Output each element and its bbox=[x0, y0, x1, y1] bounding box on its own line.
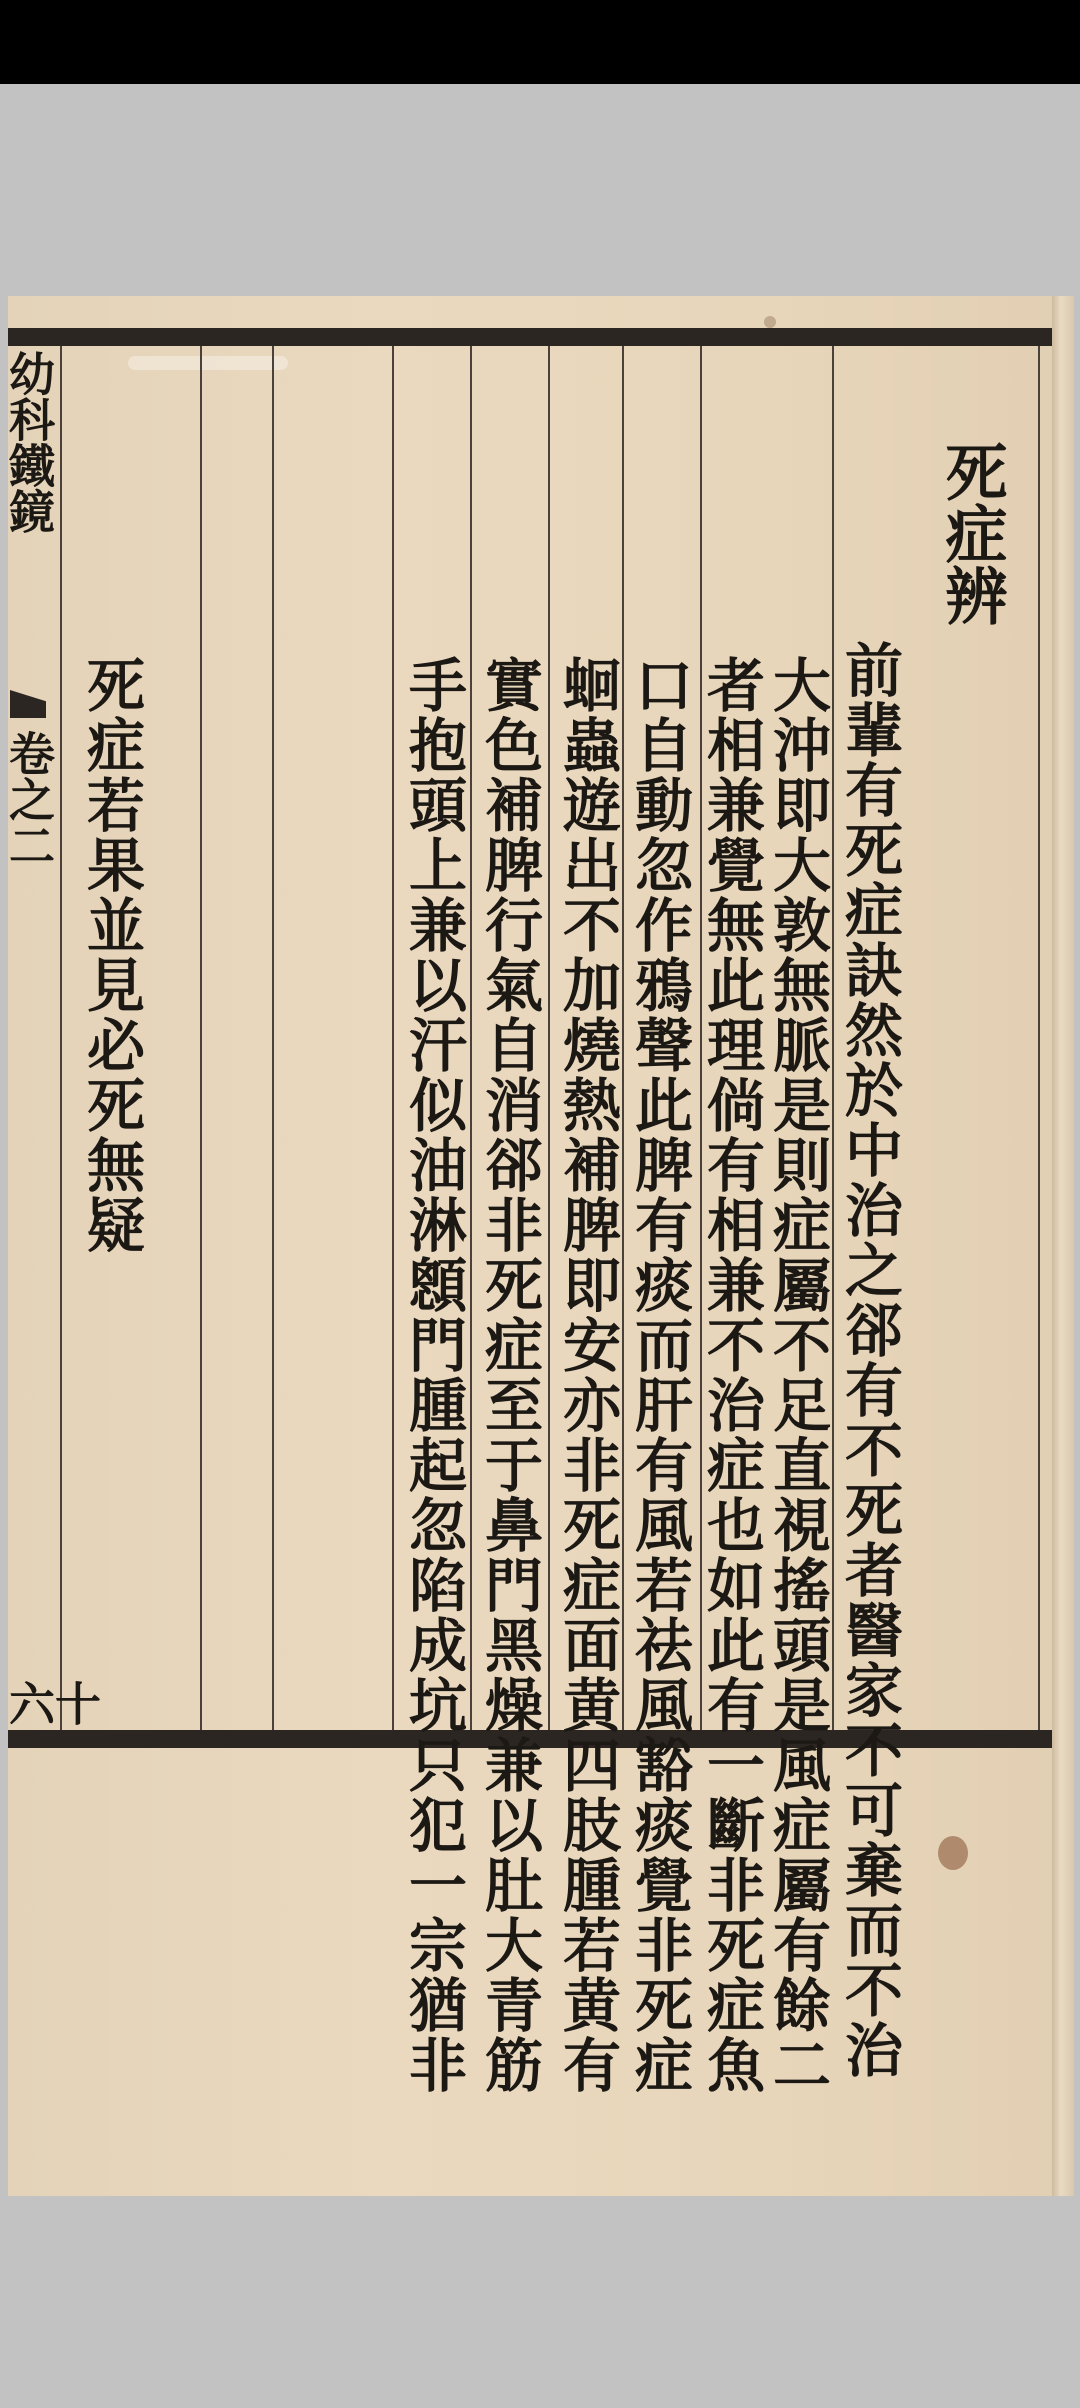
frame-border-top bbox=[8, 328, 1052, 346]
column-rule bbox=[1038, 346, 1040, 1730]
column-rule bbox=[272, 346, 274, 1730]
column-rule bbox=[60, 346, 62, 1730]
page-edge bbox=[1052, 296, 1074, 2196]
section-heading: 死症辨 bbox=[935, 440, 1008, 626]
column-rule bbox=[200, 346, 202, 1730]
text-column: 實色補脾行氣自消郤非死症至于鼻門黑燥兼以肚大青筋 bbox=[475, 655, 543, 2095]
fishtail-mark bbox=[10, 690, 46, 718]
column-rule bbox=[832, 346, 834, 1730]
column-rule bbox=[548, 346, 550, 1730]
spine-page-number: 十六 bbox=[2, 1680, 102, 1726]
status-bar bbox=[0, 0, 1080, 84]
stain-mark bbox=[128, 356, 288, 370]
stain-mark bbox=[764, 316, 776, 328]
text-column: 者相兼覺無此理倘有相兼不治症也如此有一斷非死症魚 bbox=[697, 655, 765, 2095]
text-column: 蛔蟲遊出不加燒熱補脾即安亦非死症面黄四肢腫若黄有 bbox=[553, 655, 621, 2095]
stain-mark bbox=[938, 1836, 968, 1870]
text-column: 口自動忽作鴉聲此脾有痰而肝有風若祛風豁痰覺非死症 bbox=[625, 655, 693, 2095]
spine-title: 幼科鐵鏡 bbox=[2, 350, 56, 534]
text-column: 大沖即大敦無脈是則症屬不足直視搖頭是風症屬有餘二 bbox=[763, 655, 831, 2095]
spine-chapter: 卷之二 bbox=[2, 730, 56, 868]
text-column: 手抱頭上兼以汗似油淋顖門腫起忽陷成坑只犯一宗猶非 bbox=[399, 655, 467, 2095]
text-column: 前輩有死症訣然於中治之郤有不死者醫家不可棄而不治 bbox=[835, 640, 903, 2080]
column-rule bbox=[392, 346, 394, 1730]
spine bbox=[2, 350, 102, 1730]
column-rule bbox=[622, 346, 624, 1730]
text-column: 死症若果並見必死無疑 bbox=[77, 655, 145, 1255]
column-rule bbox=[470, 346, 472, 1730]
